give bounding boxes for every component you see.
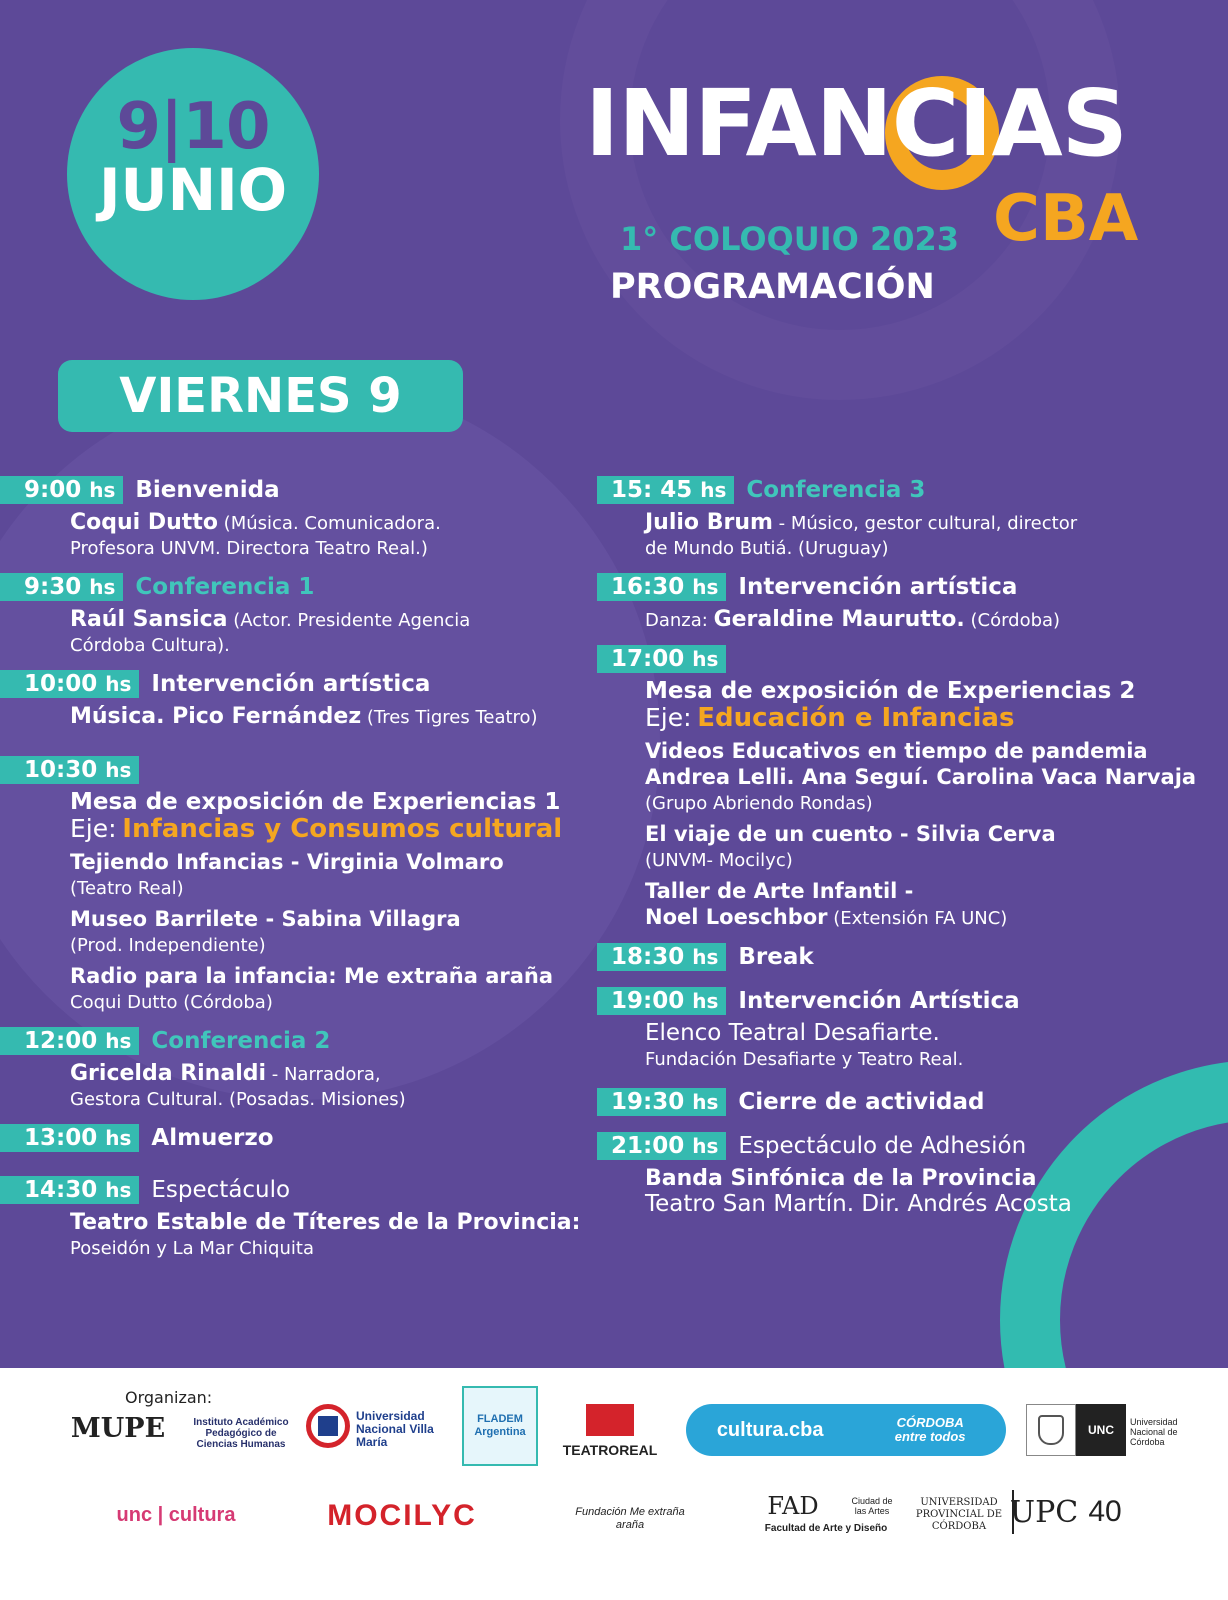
schedule-event xyxy=(0,670,600,730)
mesa-item xyxy=(645,879,1228,931)
event-body xyxy=(0,784,600,1015)
item-authors: Andrea Lelli. Ana Seguí. Carolina Vaca Narvaja xyxy=(645,765,1197,789)
mesa-item xyxy=(70,964,600,1015)
event-time xyxy=(597,1132,726,1160)
event-body xyxy=(597,504,1228,561)
line-text: de Mundo Butiá. (Uruguay) xyxy=(645,538,889,559)
event-header xyxy=(0,1124,600,1152)
event-header xyxy=(597,943,1228,971)
event-title: Conferencia 2 xyxy=(151,1028,331,1054)
mesa-item xyxy=(70,907,600,958)
line-text: (Córdoba) xyxy=(964,610,1061,631)
time-unit: hs xyxy=(105,1029,132,1053)
eje-label: Eje: xyxy=(645,703,692,732)
event-title: Break xyxy=(738,944,814,970)
upc-40-years: 40 xyxy=(1088,1495,1122,1528)
unc-name: Universidad Nacional de Córdoba xyxy=(1130,1417,1178,1447)
line-text: Profesora UNVM. Directora Teatro Real.) xyxy=(70,538,428,559)
event-line xyxy=(70,607,600,633)
time-value: 9:00 xyxy=(24,477,82,503)
time-unit: hs xyxy=(105,672,132,696)
mesa-title xyxy=(645,679,1228,705)
event-body xyxy=(0,504,600,561)
event-time xyxy=(0,476,123,504)
event-body xyxy=(597,673,1228,931)
event-line xyxy=(645,1047,1228,1072)
event-time xyxy=(597,645,726,673)
item-note: (UNVM- Mocilyc) xyxy=(645,850,793,871)
mocilyc-logo: MOCILYC xyxy=(327,1499,477,1532)
event-time xyxy=(597,1088,726,1116)
event-time xyxy=(597,476,734,504)
schedule-event xyxy=(597,943,1228,971)
time-unit: hs xyxy=(105,1126,132,1150)
date-days: 9|10 xyxy=(116,90,270,164)
event-line xyxy=(645,607,1228,633)
line-text: - Narradora, xyxy=(266,1064,381,1085)
time-value: 18:30 xyxy=(611,944,685,970)
line-text: Gestora Cultural. (Posadas. Misiones) xyxy=(70,1089,406,1110)
item-note: (Teatro Real) xyxy=(70,878,184,899)
time-unit: hs xyxy=(692,575,719,599)
item-note: (Prod. Independiente) xyxy=(70,935,266,956)
item-title: Videos Educativos en tiempo de pandemia xyxy=(645,739,1148,763)
cordoba-entre-todos-text: CÓRDOBA entre todos xyxy=(894,1415,966,1444)
upc-logo: UPC xyxy=(1012,1490,1074,1534)
event-header xyxy=(0,476,600,504)
item-title: El viaje de un cuento - Silvia Cerva xyxy=(645,822,1056,846)
time-unit: hs xyxy=(700,478,727,502)
schedule-event xyxy=(0,573,600,658)
schedule-event xyxy=(597,645,1228,931)
event-title: Intervención artística xyxy=(738,574,1018,600)
event-line xyxy=(645,1021,1228,1047)
event-line xyxy=(70,1061,600,1087)
event-header xyxy=(0,756,600,784)
event-header xyxy=(0,573,600,601)
event-title: Espectáculo xyxy=(151,1177,291,1203)
event-header xyxy=(597,1088,1228,1116)
event-header xyxy=(0,1176,600,1204)
schedule-event xyxy=(0,1027,600,1112)
time-value: 10:30 xyxy=(24,757,98,783)
cultura-cba-text: cultura.cba xyxy=(716,1418,824,1441)
time-unit: hs xyxy=(692,945,719,969)
event-header xyxy=(597,573,1228,601)
organizers-label: Organizan: xyxy=(125,1388,213,1407)
schedule-event xyxy=(597,987,1228,1072)
time-unit: hs xyxy=(692,647,719,671)
line-text: (Actor. Presidente Agencia xyxy=(227,610,471,631)
event-time xyxy=(0,1176,139,1204)
event-header xyxy=(0,1027,600,1055)
event-header xyxy=(597,987,1228,1015)
unvm-icon xyxy=(306,1404,350,1448)
mesa-label: Mesa de exposición de Experiencias 2 xyxy=(645,678,1136,704)
mesa-item xyxy=(70,850,600,901)
event-time xyxy=(597,573,726,601)
iapch-logo: Instituto Académico Pedagógico de Ciencias Humanas xyxy=(193,1416,289,1450)
line-text: (Tres Tigres Teatro) xyxy=(361,707,538,728)
event-line xyxy=(70,510,600,536)
time-value: 9:30 xyxy=(24,574,82,600)
time-value: 13:00 xyxy=(24,1125,98,1151)
unc-logo: UNC xyxy=(1076,1404,1126,1456)
logo-sub: CBA xyxy=(993,182,1139,256)
upc-name: UNIVERSIDAD PROVINCIAL DE CÓRDOBA xyxy=(915,1497,1003,1532)
line-large: Elenco Teatral Desafiarte. xyxy=(645,1020,940,1046)
line-text: (Música. Comunicadora. xyxy=(217,513,441,534)
event-line xyxy=(645,510,1228,536)
schedule-event xyxy=(0,1124,600,1152)
event-title: Intervención Artística xyxy=(738,988,1020,1014)
schedule-event xyxy=(0,476,600,561)
teatro-real-logo: TEATROREAL xyxy=(562,1441,658,1458)
line-bold: Raúl Sansica xyxy=(70,607,228,632)
event-header xyxy=(0,670,600,698)
item-title: Radio para la infancia: Me extraña araña xyxy=(70,964,554,988)
event-line xyxy=(70,704,600,730)
logo-main: INFANCIAS xyxy=(585,70,1127,177)
time-unit: hs xyxy=(89,478,116,502)
eje-line xyxy=(70,816,600,844)
schedule-event xyxy=(597,1132,1228,1218)
event-line xyxy=(70,536,600,561)
line-bold: Coqui Dutto xyxy=(70,510,218,535)
line-bold: Geraldine Maurutto. xyxy=(713,607,965,632)
sponsors-section xyxy=(0,1368,1228,1600)
event-time xyxy=(597,943,726,971)
event-time xyxy=(0,756,139,784)
event-line xyxy=(645,1192,1228,1218)
event-line xyxy=(645,536,1228,561)
line-bold: Gricelda Rinaldi xyxy=(70,1061,267,1086)
time-value: 12:00 xyxy=(24,1028,98,1054)
item-authors: Noel Loeschbor xyxy=(645,905,828,929)
event-header xyxy=(597,645,1228,673)
time-value: 10:00 xyxy=(24,671,98,697)
mesa-title xyxy=(70,790,600,816)
event-line xyxy=(645,1166,1228,1192)
day-label: VIERNES 9 xyxy=(58,360,463,432)
item-note: Coqui Dutto (Córdoba) xyxy=(70,992,273,1013)
item-title: Taller de Arte Infantil - xyxy=(645,879,914,903)
fladem-logo: FLADEM Argentina xyxy=(462,1386,538,1466)
item-note: (Extensión FA UNC) xyxy=(827,908,1008,929)
event-line xyxy=(70,1210,600,1236)
time-value: 19:30 xyxy=(611,1089,685,1115)
line-text: Danza: xyxy=(645,610,714,631)
line-text: Córdoba Cultura). xyxy=(70,635,230,656)
event-body xyxy=(0,698,600,730)
eje-line xyxy=(645,705,1228,733)
line-bold: Banda Sinfónica de la Provincia xyxy=(645,1166,1037,1191)
event-time xyxy=(597,987,726,1015)
schedule-event xyxy=(597,476,1228,561)
event-title: Bienvenida xyxy=(135,477,280,503)
event-line xyxy=(70,633,600,658)
mupe-logo: MUPE xyxy=(70,1412,166,1444)
item-note: (Grupo Abriendo Rondas) xyxy=(645,793,873,814)
schedule-event xyxy=(0,756,600,1015)
date-badge xyxy=(67,48,319,300)
event-title: Almuerzo xyxy=(151,1125,274,1151)
event-body xyxy=(597,601,1228,633)
coloquio-title: 1° COLOQUIO 2023 xyxy=(620,220,960,258)
line-text: Poseidón y La Mar Chiquita xyxy=(70,1238,314,1259)
eje-label: Eje: xyxy=(70,814,117,843)
time-value: 21:00 xyxy=(611,1133,685,1159)
mesa-label: Mesa de exposición de Experiencias 1 xyxy=(70,789,561,815)
programacion-title: PROGRAMACIÓN xyxy=(610,267,935,307)
line-bold: Música. Pico Fernández xyxy=(70,704,362,729)
event-header xyxy=(597,1132,1228,1160)
event-body xyxy=(0,1055,600,1112)
line-text: - Músico, gestor cultural, director xyxy=(772,513,1078,534)
event-time xyxy=(0,573,123,601)
event-line xyxy=(70,1236,600,1261)
event-body xyxy=(597,1160,1228,1218)
time-unit: hs xyxy=(105,758,132,782)
item-title: Museo Barrilete - Sabina Villagra xyxy=(70,907,461,931)
time-value: 16:30 xyxy=(611,574,685,600)
time-unit: hs xyxy=(692,1134,719,1158)
event-time xyxy=(0,1027,139,1055)
time-value: 15: 45 xyxy=(611,477,693,503)
fad-name: Facultad de Arte y Diseño xyxy=(764,1522,888,1534)
event-title: Conferencia 3 xyxy=(746,477,926,503)
time-unit: hs xyxy=(89,575,116,599)
line-large: Teatro San Martín. Dir. Andrés Acosta xyxy=(645,1191,1072,1217)
mesa-item xyxy=(645,739,1228,816)
ciudad-artes: Ciudad de las Artes xyxy=(851,1496,893,1516)
event-line xyxy=(70,1087,600,1112)
cultura-cba-logo xyxy=(686,1404,1006,1456)
schedule-event xyxy=(597,1088,1228,1116)
unc-cultura-logo: unc | cultura xyxy=(116,1503,236,1526)
mesa-item xyxy=(645,822,1228,873)
event-title: Conferencia 1 xyxy=(135,574,315,600)
time-value: 14:30 xyxy=(24,1177,98,1203)
unc-crest-icon xyxy=(1026,1404,1076,1456)
time-unit: hs xyxy=(692,1090,719,1114)
teatro-real-icon xyxy=(586,1404,634,1436)
event-time xyxy=(0,670,139,698)
line-bold: Teatro Estable de Títeres de la Provincia: xyxy=(70,1210,581,1235)
time-unit: hs xyxy=(692,989,719,1013)
time-value: 19:00 xyxy=(611,988,685,1014)
line-text: Fundación Desafiarte y Teatro Real. xyxy=(645,1049,964,1070)
line-bold: Julio Brum xyxy=(645,510,773,535)
schedule-event xyxy=(597,573,1228,633)
schedule-left xyxy=(0,476,600,1273)
unvm-logo: Universidad Nacional Villa María xyxy=(356,1408,434,1449)
fad-logo: FAD xyxy=(767,1492,819,1520)
schedule-event xyxy=(0,1176,600,1261)
event-header xyxy=(597,476,1228,504)
event-title: Cierre de actividad xyxy=(738,1089,985,1115)
event-time xyxy=(0,1124,139,1152)
eje-value: Educación e Infancias xyxy=(697,703,1015,733)
me-extrana-arana-logo: Fundación Me extraña araña xyxy=(575,1506,685,1531)
schedule-right xyxy=(597,476,1228,1230)
time-unit: hs xyxy=(105,1178,132,1202)
event-body xyxy=(597,1015,1228,1072)
event-body xyxy=(0,601,600,658)
event-title: Espectáculo de Adhesión xyxy=(738,1133,1027,1159)
time-value: 17:00 xyxy=(611,646,685,672)
event-title: Intervención artística xyxy=(151,671,431,697)
date-month: JUNIO xyxy=(98,156,288,224)
item-title: Tejiendo Infancias - Virginia Volmaro xyxy=(70,850,504,874)
eje-value: Infancias y Consumos cultural xyxy=(122,814,563,844)
event-body xyxy=(0,1204,600,1261)
